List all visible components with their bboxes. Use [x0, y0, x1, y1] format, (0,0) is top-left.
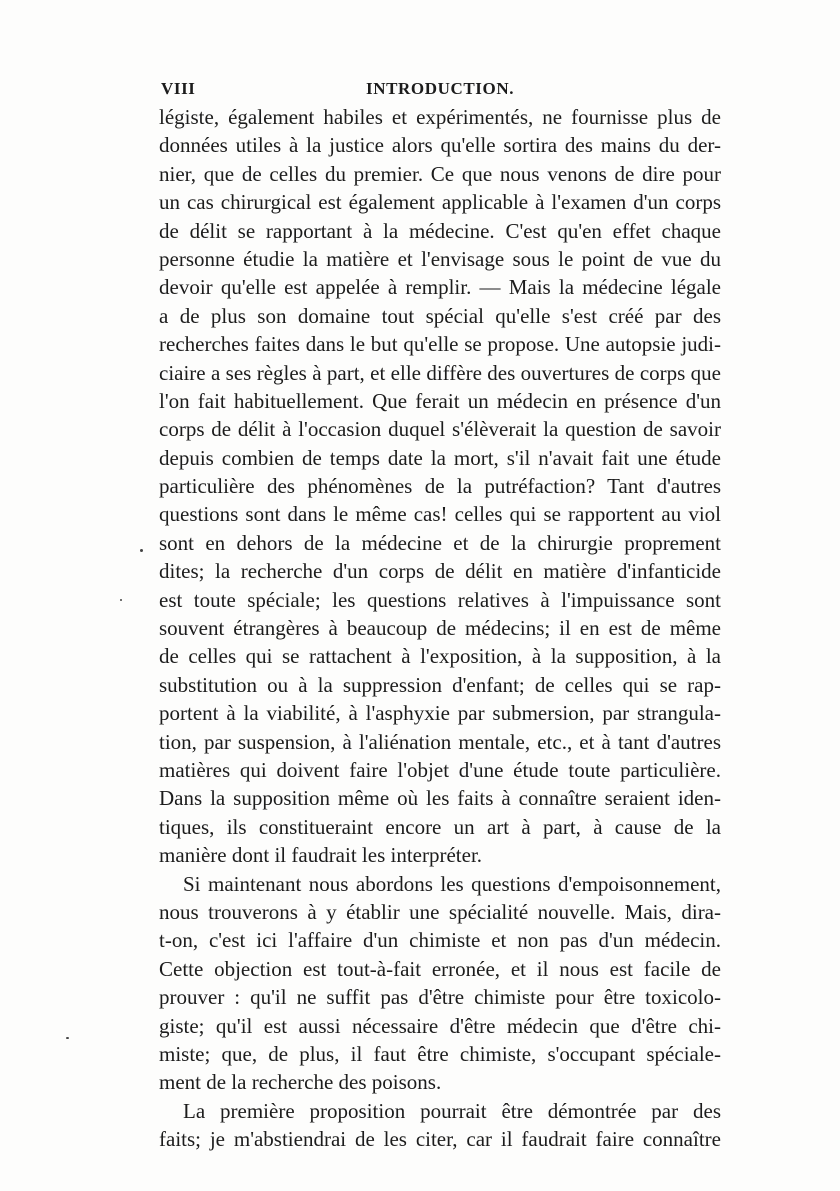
text-line: substitution ou à la suppression d'enfant; de celles qui se rap-	[159, 672, 721, 697]
text-line: devoir qu'elle est appelée à remplir. — Mais la médecine légale	[159, 275, 721, 300]
text-line: giste; qu'il est aussi nécessaire d'être médecin que d'être chi-	[159, 1013, 721, 1038]
text-line: prouver : qu'il ne suffit pas d'être chimiste pour être toxicolo-	[159, 985, 721, 1010]
ink-speck	[140, 549, 143, 552]
text-line: a de plus son domaine tout spécial qu'elle s'est créé par des	[159, 303, 721, 328]
page-number: VIII	[161, 79, 196, 98]
text-line: corps de délit à l'occasion duquel s'élèverait la question de savoir	[159, 417, 721, 442]
text-line: matières qui doivent faire l'objet d'une étude toute particulière.	[159, 757, 721, 782]
text-line: ciaire a ses règles à part, et elle diffère des ouvertures de corps que	[159, 360, 721, 385]
text-line: miste; que, de plus, il faut être chimiste, s'occupant spéciale-	[159, 1041, 721, 1066]
text-line: Cette objection est tout-à-fait erronée, et il nous est facile de	[159, 956, 721, 981]
running-title: INTRODUCTION.	[366, 79, 515, 98]
text-line: légiste, également habiles et expérimentés, ne fournisse plus de	[159, 105, 721, 129]
text-line: un cas chirurgical est également applicable à l'examen d'un corps	[159, 190, 721, 215]
text-line: Dans la supposition même où les faits à connaître seraient iden-	[159, 786, 721, 811]
text-line: données utiles à la justice alors qu'elle sortira des mains du der-	[159, 133, 721, 158]
running-head	[161, 79, 719, 101]
text-line: personne étudie la matière et l'envisage sous le point de vue du	[159, 246, 721, 271]
text-line: faits; je m'abstiendrai de les citer, car il faudrait faire connaître	[159, 1127, 721, 1152]
paragraph-end-line: manière dont il faudrait les interpréter.	[159, 843, 483, 868]
text-line: portent à la viabilité, à l'asphyxie par submersion, par strangula-	[159, 701, 721, 726]
paragraph-end-line: ment de la recherche des poisons.	[159, 1070, 442, 1095]
ink-speck	[120, 599, 122, 601]
text-line: nier, que de celles du premier. Ce que nous venons de dire pour	[159, 161, 721, 186]
text-line: de délit se rapportant à la médecine. C'est qu'en effet chaque	[159, 218, 721, 243]
text-line: particulière des phénomènes de la putréfaction? Tant d'autres	[159, 474, 721, 499]
ink-speck	[66, 1037, 69, 1039]
text-line: nous trouverons à y établir une spécialité nouvelle. Mais, dira-	[159, 899, 721, 924]
text-line: t-on, c'est ici l'affaire d'un chimiste et non pas d'un médecin.	[159, 928, 721, 953]
text-line: sont en dehors de la médecine et de la chirurgie proprement	[159, 530, 721, 555]
text-line: recherches faites dans le but qu'elle se propose. Une autopsie judi-	[159, 332, 721, 357]
text-line: l'on fait habituellement. Que ferait un médecin en présence d'un	[159, 388, 721, 413]
text-line: est toute spéciale; les questions relatives à l'impuissance sont	[159, 587, 721, 612]
paragraph-start-line: La première proposition pourrait être démontrée par des	[183, 1098, 721, 1123]
text-line: tiques, ils constitueraint encore un art à part, à cause de la	[159, 814, 721, 839]
text-line: dites; la recherche d'un corps de délit en matière d'infanticide	[159, 559, 721, 584]
text-line: depuis combien de temps date la mort, s'il n'avait fait une étude	[159, 445, 721, 470]
text-line: de celles qui se rattachent à l'exposition, à la supposition, à la	[159, 644, 721, 669]
paragraph-start-line: Si maintenant nous abordons les questions d'empoisonnement,	[183, 871, 721, 896]
text-line: tion, par suspension, à l'aliénation mentale, etc., et à tant d'autres	[159, 729, 721, 754]
body-text	[159, 103, 721, 1153]
text-line: souvent étrangères à beaucoup de médecins; il en est de même	[159, 616, 721, 641]
text-line: questions sont dans le même cas! celles qui se rapportent au viol	[159, 502, 721, 527]
